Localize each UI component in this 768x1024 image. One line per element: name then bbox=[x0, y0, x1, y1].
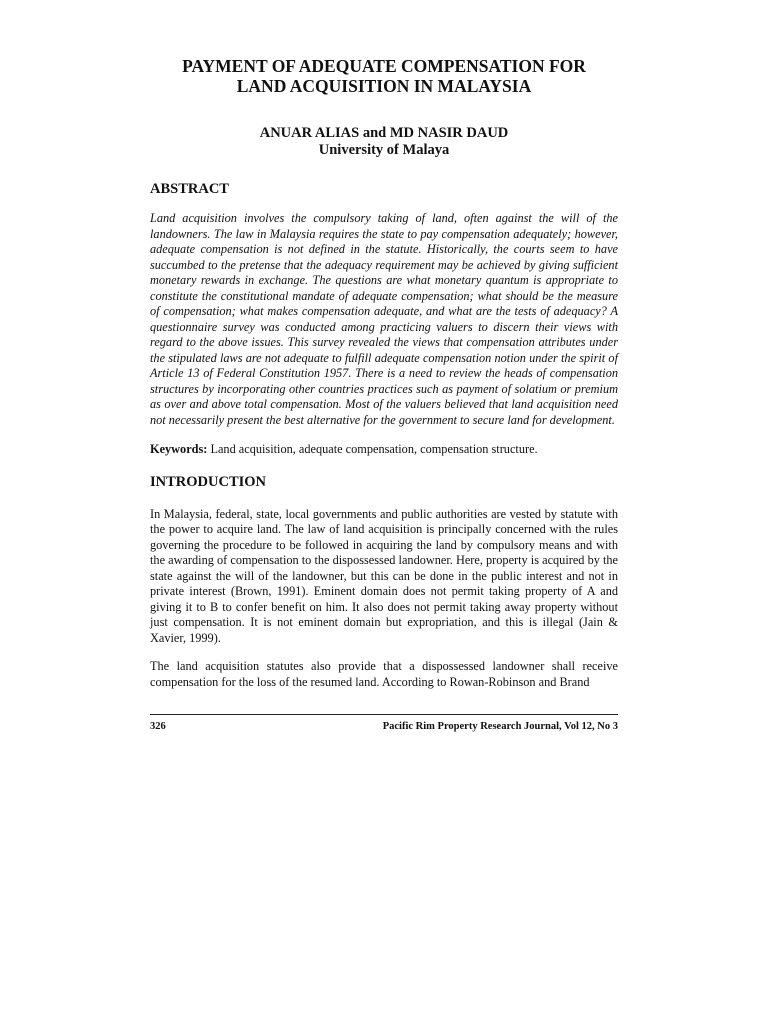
paper-title bbox=[150, 56, 618, 96]
keywords-label: Keywords: bbox=[150, 442, 208, 456]
abstract-heading: ABSTRACT bbox=[150, 181, 229, 197]
journal-citation: Pacific Rim Property Research Journal, Vol 12, No 3 bbox=[382, 721, 618, 732]
page-footer bbox=[150, 720, 618, 733]
paper-page bbox=[150, 56, 618, 702]
introduction-heading: INTRODUCTION bbox=[150, 473, 267, 490]
introduction-paragraph-2: The land acquisition statutes also provide that a dispossessed landowner shall receive compensation for the loss of the resumed land. According to Rowan-Robinson and Brand bbox=[150, 659, 618, 689]
page-number: 326 bbox=[150, 721, 166, 732]
introduction-paragraph-1: In Malaysia, federal, state, local governments and public authorities are vested by statute with the power to acquire land. The law of land acquisition is principally concerned with the rules governing the procedure to be followed in acquiring the land by compulsory means and with the awarding of compensation to the dispossessed landowner. Here, property is acquired by the state against the will of the landowner, but this can be done in the public interest and not in private interest (Brown, 1991). Eminent domain does not permit taking property of A and giving it to B to confer benefit on him. It also does not permit taking away property without just compensation. It is not eminent domain but expropriation, and this is illegal (Jain & Xavier, 1999). bbox=[150, 506, 618, 645]
title-line-2: LAND ACQUISITION IN MALAYSIA bbox=[236, 76, 532, 96]
abstract-text: Land acquisition involves the compulsory taking of land, often against the will of the landowners. The law in Malaysia requires the state to pay compensation adequately; however, adequate compensation is not defined in the statute. Historically, the courts seem to have succumbed to the pretense that the adequacy requirement may be achieved by giving sufficient monetary rewards in exchange. The questions are what monetary quantum is appropriate to constitute the constitutional mandate of adequate compensation; what should be the measure of compensation; what makes compensation adequate, and what are the tests of adequacy? A questionnaire survey was conducted among practicing valuers to discern their views with regard to the above issues. This survey revealed the views that compensation attributes under the stipulated laws are not adequate to fulfill adequate compensation notion under the spirit of Article 13 of Federal Constitution 1957. There is a need to review the heads of compensation structures by incorporating other countries practices such as payment of solatium or premium as over and above total compensation. Most of the valuers believed that land acquisition need not necessarily present the best alternative for the government to secure land for development. bbox=[150, 211, 618, 427]
keywords-text: Land acquisition, adequate compensation, compensation structure. bbox=[207, 442, 538, 456]
authors: ANUAR ALIAS and MD NASIR DAUD bbox=[259, 125, 509, 141]
affiliation: University of Malaya bbox=[318, 142, 450, 158]
title-line-1: PAYMENT OF ADEQUATE COMPENSATION FOR bbox=[182, 56, 586, 76]
keywords bbox=[150, 442, 618, 458]
footer-rule bbox=[150, 714, 618, 715]
